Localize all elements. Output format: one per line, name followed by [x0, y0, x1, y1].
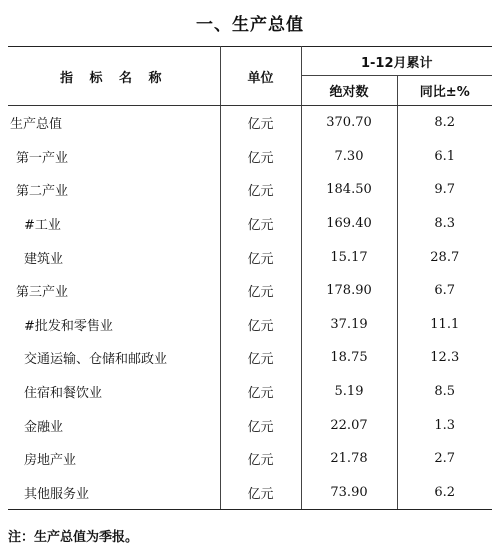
row-value: 22.07: [301, 408, 397, 442]
row-unit: 亿元: [220, 476, 301, 510]
row-value: 37.19: [301, 308, 397, 342]
row-value: 370.70: [301, 106, 397, 140]
row-unit: 亿元: [220, 106, 301, 140]
table-row: [8, 207, 492, 241]
row-name: 第二产业: [8, 173, 220, 207]
row-yoy: 2.7: [434, 451, 456, 467]
row-yoy: 6.2: [397, 476, 492, 510]
row-yoy: 8.3: [434, 216, 456, 232]
table-row: [8, 140, 492, 174]
row-unit: 亿元: [220, 173, 301, 207]
row-yoy: 6.1: [434, 148, 456, 164]
row-name: 第一产业: [8, 140, 220, 174]
row-unit: 亿元: [220, 207, 301, 241]
row-name: 生产总值: [8, 106, 220, 140]
row-name: 房地产业: [8, 442, 220, 476]
table-row: [8, 476, 492, 510]
row-unit: 亿元: [220, 341, 301, 375]
row-yoy: 28.7: [430, 249, 460, 265]
table-row: [8, 308, 492, 342]
header-absolute: 绝对数: [301, 76, 397, 106]
table-row: [8, 106, 492, 140]
row-name: #工业: [8, 207, 220, 241]
table-row: [8, 442, 492, 476]
row-name: 住宿和餐饮业: [8, 375, 220, 409]
row-yoy: 6.7: [434, 283, 456, 299]
row-yoy: 12.3: [430, 350, 460, 366]
row-name: #批发和零售业: [8, 308, 220, 342]
row-unit: 亿元: [220, 308, 301, 342]
row-unit: 亿元: [220, 442, 301, 476]
header-unit: 单位: [220, 47, 301, 106]
row-value: 73.90: [301, 476, 397, 510]
row-value: 18.75: [301, 341, 397, 375]
header-yoy: 同比±%: [397, 76, 492, 106]
row-value: 169.40: [301, 207, 397, 241]
row-yoy: 11.1: [430, 316, 460, 332]
row-value: 178.90: [301, 274, 397, 308]
table-row: [8, 375, 492, 409]
row-unit: 亿元: [220, 240, 301, 274]
header-period: 1-12月累计: [301, 47, 492, 76]
footnote: 注：生产总值为季报。: [8, 530, 139, 545]
row-unit: 亿元: [220, 408, 301, 442]
row-value: 7.30: [301, 140, 397, 174]
table-header: [8, 47, 492, 106]
row-value: 184.50: [301, 173, 397, 207]
row-yoy: 9.7: [434, 182, 456, 198]
row-yoy: 8.2: [434, 115, 456, 131]
row-unit: 亿元: [220, 140, 301, 174]
table-row: [8, 408, 492, 442]
table-row: [8, 341, 492, 375]
row-name: 其他服务业: [8, 476, 220, 510]
gdp-table: [8, 46, 492, 510]
row-unit: 亿元: [220, 274, 301, 308]
page-title: 一、生产总值: [196, 15, 304, 35]
table-row: [8, 173, 492, 207]
row-value: 5.19: [301, 375, 397, 409]
row-value: 21.78: [301, 442, 397, 476]
row-name: 建筑业: [8, 240, 220, 274]
header-indicator-name: 指 标 名 称: [8, 47, 220, 106]
row-name: 交通运输、仓储和邮政业: [8, 341, 220, 375]
row-name: 金融业: [8, 408, 220, 442]
table-row: [8, 274, 492, 308]
row-yoy: 8.5: [434, 384, 456, 400]
table-row: [8, 240, 492, 274]
row-yoy: 1.3: [434, 417, 456, 433]
row-value: 15.17: [301, 240, 397, 274]
row-name: 第三产业: [8, 274, 220, 308]
row-unit: 亿元: [220, 375, 301, 409]
